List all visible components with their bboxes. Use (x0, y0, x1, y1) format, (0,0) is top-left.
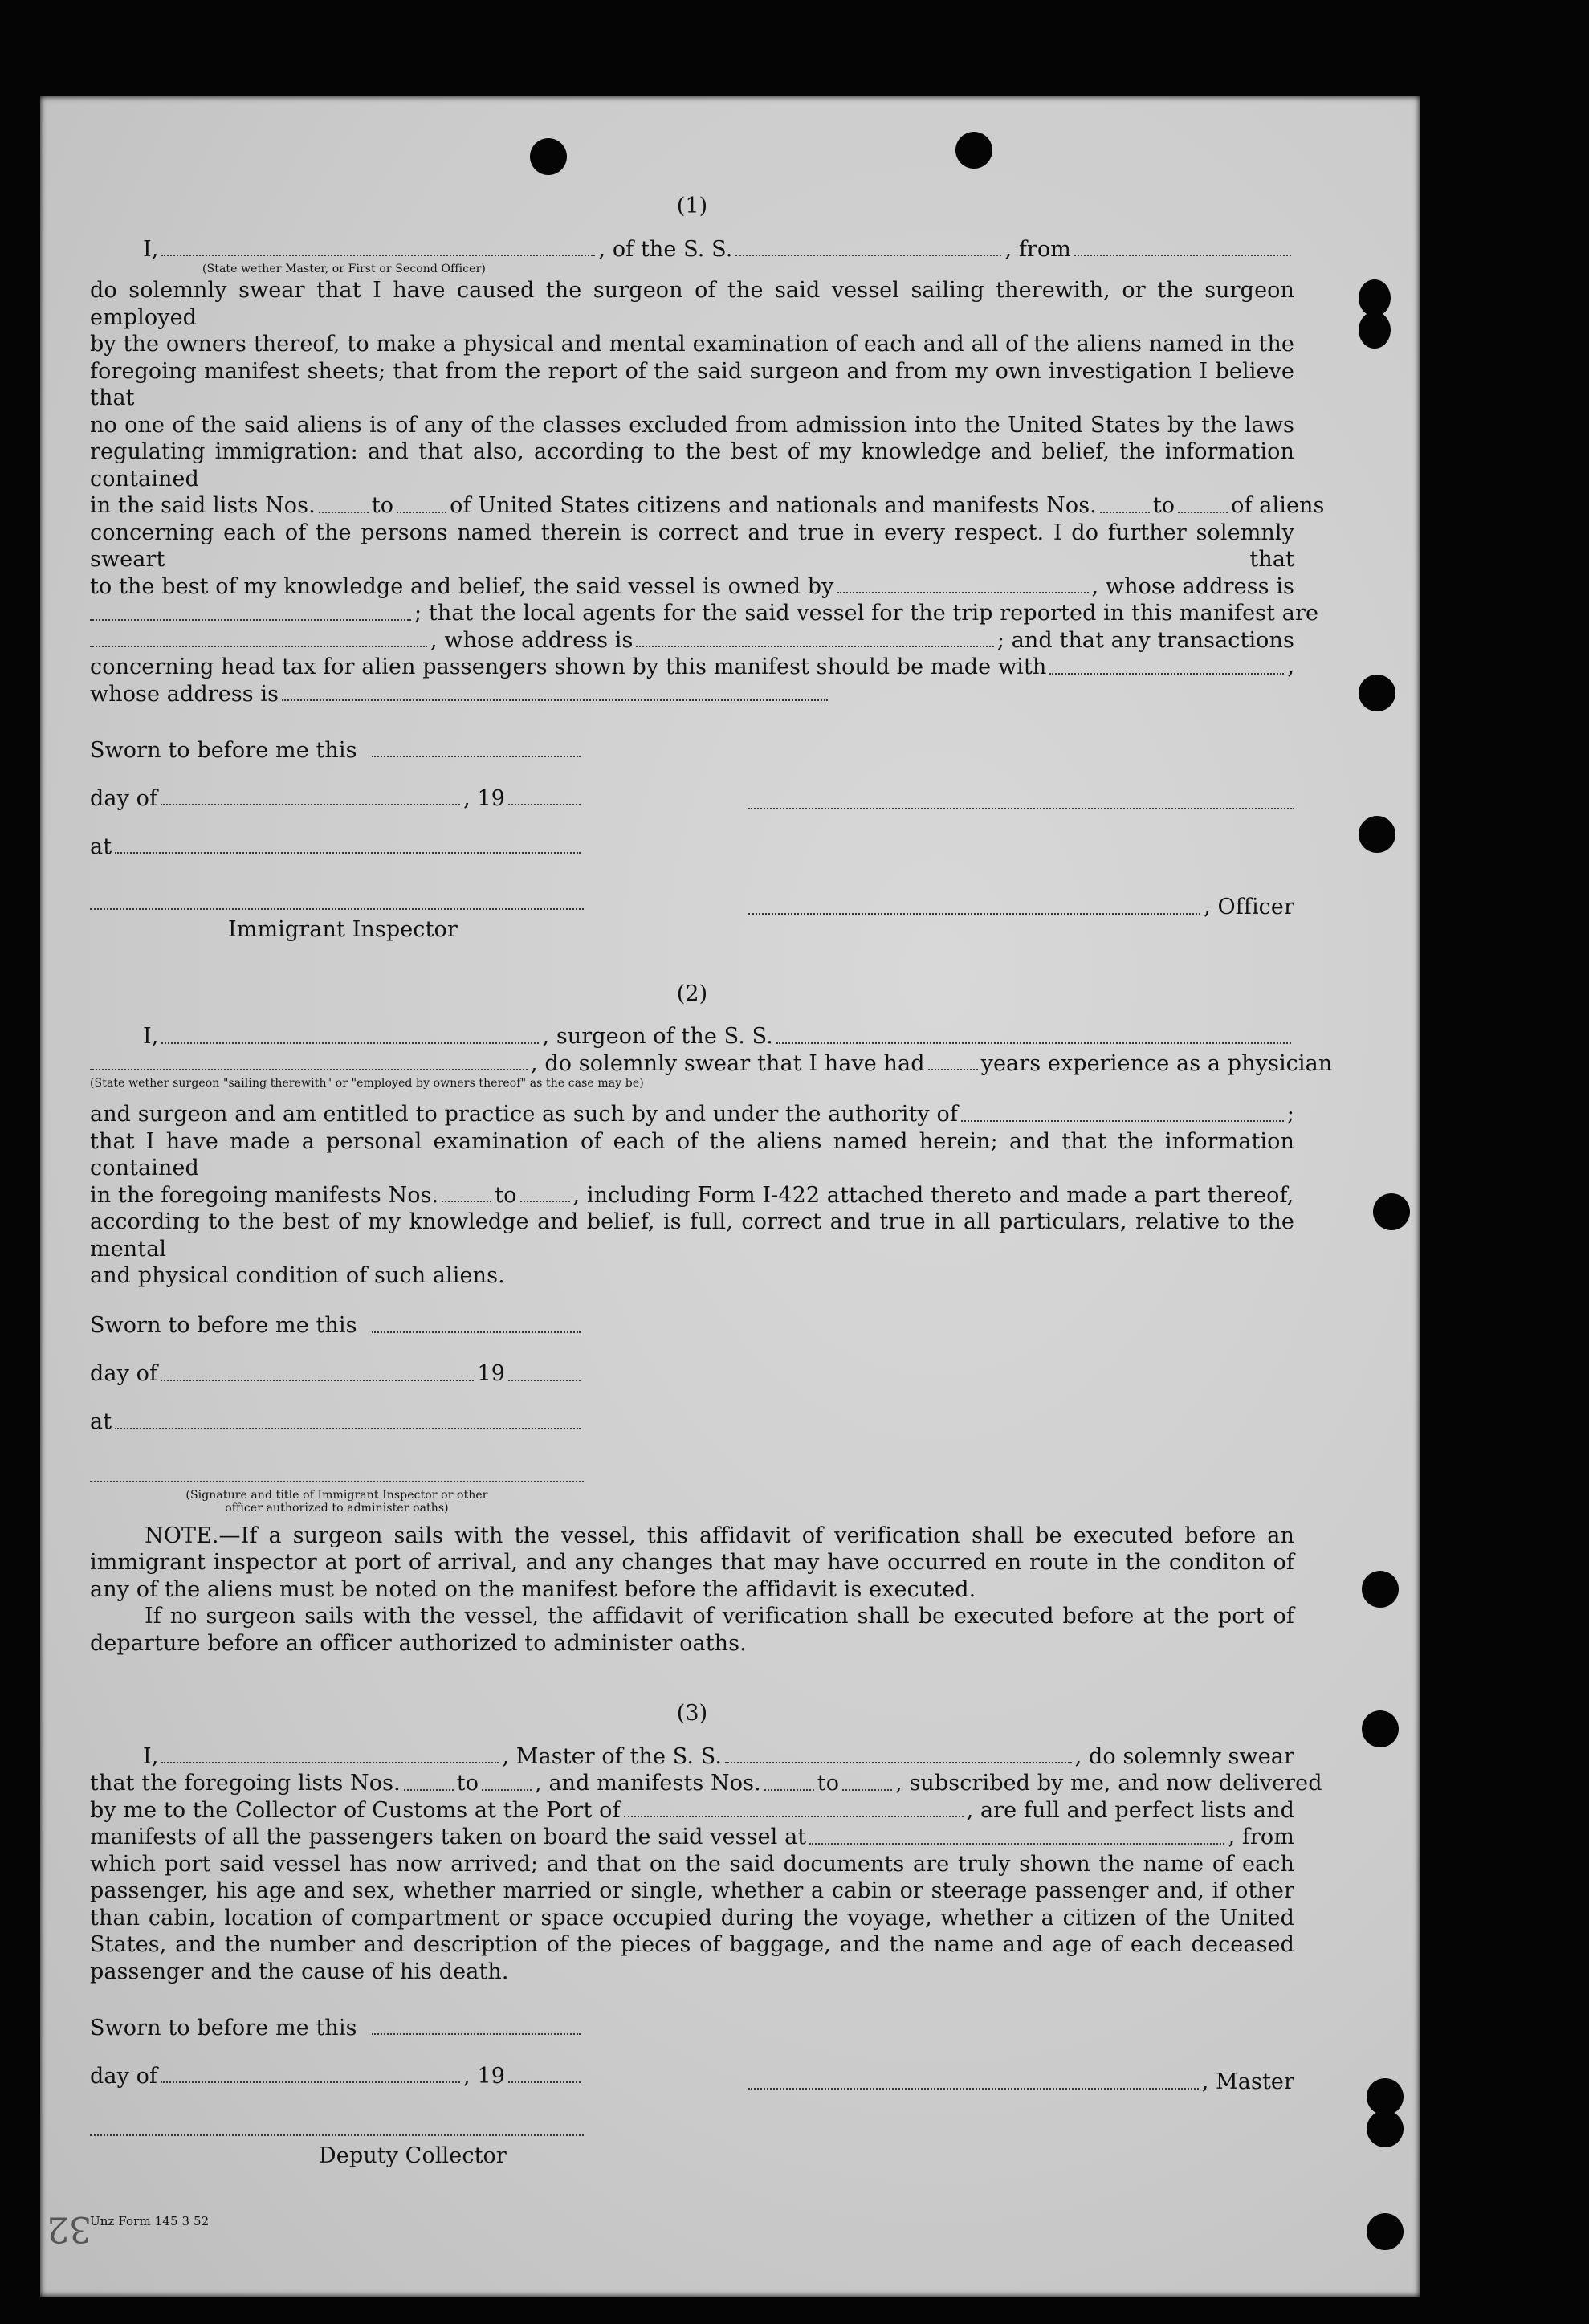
text: I, (143, 236, 159, 262)
agents-address-field[interactable] (636, 646, 993, 647)
officer-label: , Officer (1204, 895, 1294, 919)
text: that the foregoing lists Nos. (90, 1771, 401, 1796)
manifest-from-field[interactable] (1100, 512, 1150, 513)
port-field[interactable] (624, 1816, 964, 1817)
punch-hole (1362, 1571, 1399, 1608)
text: whose address is (90, 681, 279, 707)
text: ; and that any transactions (996, 627, 1294, 653)
year-prefix: 19 (477, 1361, 505, 1386)
year-field[interactable] (508, 1380, 581, 1381)
para-line: foregoing manifest sheets; that from the report of the said surgeon and from my own investigation I believe that (90, 358, 1294, 410)
paragraph (90, 277, 1294, 492)
manifest-to-field[interactable] (842, 1789, 892, 1791)
agents-field[interactable] (90, 646, 427, 647)
text: , subscribed by me, and now delivered (895, 1771, 1322, 1796)
margin-mark: 32 (47, 2208, 92, 2249)
text: I, (143, 1743, 159, 1769)
master-name-field[interactable] (161, 1762, 499, 1763)
note-paragraph: If no surgeon sails with the vessel, the affidavit of verification shall be executed before at the port of departure before an officer authorized to administer oaths. (90, 1604, 1294, 1656)
at-label: at (90, 834, 112, 859)
sworn-date-field[interactable] (372, 2033, 581, 2035)
headtax-party-field[interactable] (1049, 673, 1284, 675)
note-paragraph: NOTE.—If a surgeon sails with the vessel, this affidavit of verification shall be executed before an immigrant inspector at port of arrival, and any changes that may have occurred en route in the conditon of any of the aliens must be noted on the manifest before the affidavit is executed. (90, 1523, 1294, 1602)
signature-line[interactable] (748, 808, 1294, 809)
para-line: concerning each of the persons named therein is correct and true in every respect. I do further solemnly sweart that (90, 520, 1294, 572)
punch-hole (955, 132, 992, 169)
punch-hole (1367, 2213, 1404, 2250)
text: , whose address is (1091, 573, 1294, 599)
authority-field[interactable] (961, 1120, 1284, 1122)
month-field[interactable] (161, 2081, 460, 2083)
boarding-port-field[interactable] (809, 1843, 1224, 1845)
para-line: according to the best of my knowledge and belief, is full, correct and true in all particulars, relative to the mental (90, 1209, 1294, 1262)
section-number: (2) (676, 981, 708, 1006)
vessel-name-field[interactable] (776, 1042, 1291, 1044)
text: in the foregoing manifests Nos. (90, 1182, 439, 1208)
day-of-label: day of (90, 785, 158, 811)
field-caption: (State wether Master, or First or Second Officer) (202, 263, 486, 275)
punch-hole (1359, 675, 1395, 711)
section-3 (90, 1700, 1322, 2235)
manifest-from-field[interactable] (442, 1201, 491, 1202)
officer-title-field[interactable] (161, 255, 595, 256)
year-prefix: , 19 (463, 785, 505, 811)
year-field[interactable] (508, 804, 581, 805)
collector-signature-line[interactable] (90, 2134, 584, 2136)
text: ; that the local agents for the said vessel for the trip reported in this manifest are (414, 601, 1319, 626)
place-field[interactable] (115, 1428, 581, 1429)
text: , from (1004, 236, 1071, 262)
list-to-field[interactable] (482, 1789, 532, 1791)
owner-address-field[interactable] (90, 619, 411, 621)
sworn-date-field[interactable] (372, 1331, 581, 1333)
text: in the said lists Nos. (90, 493, 316, 518)
headtax-address-field[interactable] (282, 699, 828, 701)
punch-hole (1367, 2110, 1404, 2147)
section-number: (3) (676, 1701, 708, 1726)
officer-signature-field[interactable] (748, 913, 1200, 915)
text: of aliens (1231, 493, 1325, 518)
day-of-label: day of (90, 1361, 158, 1386)
place-field[interactable] (115, 852, 581, 854)
month-field[interactable] (161, 804, 460, 805)
punch-hole (1359, 816, 1395, 853)
inspector-label: Immigrant Inspector (228, 917, 458, 942)
text: to the best of my knowledge and belief, the said vessel is owned by (90, 573, 834, 599)
text: , Master of the S. S. (502, 1743, 723, 1769)
manifest-from-field[interactable] (764, 1789, 814, 1791)
text: , of the S. S. (598, 236, 733, 262)
sworn-label: Sworn to before me this (90, 737, 357, 763)
text: and surgeon and am entitled to practice as such by and under the authority of (90, 1102, 958, 1127)
year-field[interactable] (508, 2081, 581, 2083)
text: of United States citizens and nationals and manifests Nos. (450, 493, 1097, 518)
para-line: and physical condition of such aliens. (90, 1263, 505, 1288)
punch-hole (1373, 1193, 1410, 1230)
signature-line[interactable] (90, 1481, 584, 1482)
para-line: by the owners thereof, to make a physical and mental examination of each and all of the aliens named in the (90, 332, 1294, 357)
form-content (90, 193, 1333, 2235)
text: manifests of all the passengers taken on board the said vessel at (90, 1825, 807, 1849)
sworn-label: Sworn to before me this (90, 2015, 357, 2041)
day-of-label: day of (90, 2063, 158, 2089)
owner-field[interactable] (837, 592, 1089, 593)
manifest-to-field[interactable] (520, 1201, 570, 1202)
master-signature-field[interactable] (748, 2088, 1199, 2090)
signature-caption: (Signature and title of Immigrant Inspector or other (185, 1488, 488, 1502)
list-from-field[interactable] (319, 512, 369, 513)
years-field[interactable] (928, 1069, 978, 1070)
punch-hole (530, 138, 567, 175)
para-line: do solemnly swear that I have caused the surgeon of the said vessel sailing therewith, or the surgeon employed (90, 278, 1294, 330)
text: concerning head tax for alien passengers shown by this manifest should be made with (90, 654, 1047, 679)
vessel-name-field[interactable] (725, 1762, 1072, 1763)
year-prefix: , 19 (463, 2063, 505, 2089)
text: , from (1228, 1825, 1294, 1849)
text: to (495, 1182, 517, 1208)
list-from-field[interactable] (404, 1789, 454, 1791)
para-line: regulating immigration: and that also, according to the best of my knowledge and belief, the information contained (90, 439, 1294, 491)
manifest-to-field[interactable] (1178, 512, 1228, 513)
paragraph: which port said vessel has now arrived; and that on the said documents are truly shown the name of each passenger, his age and sex, whether married or single, whether a cabin or steerage passenger and, if other than cabin, location of compartment or space occupied during the voyage, whether a citizen of the United States, and the number and description of the pieces of baggage, and the name and age of each deceased passenger and the cause of his death. (90, 1851, 1294, 1984)
text: , are full and perfect lists and (966, 1797, 1294, 1823)
text: , (1287, 654, 1294, 679)
punch-hole (1359, 312, 1391, 349)
field-caption: (State wether surgeon "sailing therewith" or "employed by owners thereof" as the case may be) (90, 1077, 644, 1090)
master-label: , Master (1201, 2069, 1294, 2094)
para-line: that I have made a personal examination of each of the aliens named herein; and that the information contained (90, 1128, 1294, 1180)
para-line: no one of the said aliens is of any of the classes excluded from admission into the United States by the laws (90, 412, 1294, 438)
text: , whose address is (430, 627, 634, 653)
section-number: (1) (676, 194, 708, 218)
section-2 (90, 981, 1333, 1657)
departure-port-field[interactable] (1074, 255, 1291, 256)
vessel-name-field[interactable] (735, 255, 1001, 256)
sworn-label: Sworn to before me this (90, 1313, 357, 1338)
text: , surgeon of the S. S. (542, 1024, 773, 1049)
text: , do solemnly swear that I have had (531, 1050, 925, 1076)
form-number: Unz Form 145 3 52 (90, 2213, 210, 2228)
list-to-field[interactable] (397, 512, 446, 513)
inspector-signature-line[interactable] (90, 908, 584, 910)
text: I, (143, 1024, 159, 1049)
text: to (371, 493, 394, 518)
text: ; (1286, 1102, 1294, 1127)
text: , including Form I-422 attached thereto and made a part thereof, (572, 1182, 1294, 1208)
sworn-date-field[interactable] (372, 756, 581, 757)
section-1 (90, 193, 1325, 944)
text: by me to the Collector of Customs at the Port of (90, 1797, 621, 1823)
text: , do solemnly swear (1074, 1743, 1294, 1769)
text: , and manifests Nos. (535, 1771, 761, 1796)
text: to (1152, 493, 1175, 518)
text: years experience as a physician (980, 1050, 1333, 1076)
at-label: at (90, 1409, 112, 1434)
signature-caption: officer authorized to administer oaths) (225, 1501, 449, 1515)
month-field[interactable] (161, 1380, 474, 1381)
surgeon-type-field[interactable] (90, 1069, 528, 1070)
surgeon-name-field[interactable] (161, 1042, 539, 1044)
text: to (456, 1771, 479, 1796)
text: to (817, 1771, 840, 1796)
deputy-collector-label: Deputy Collector (319, 2143, 507, 2168)
punch-hole (1362, 1710, 1399, 1747)
